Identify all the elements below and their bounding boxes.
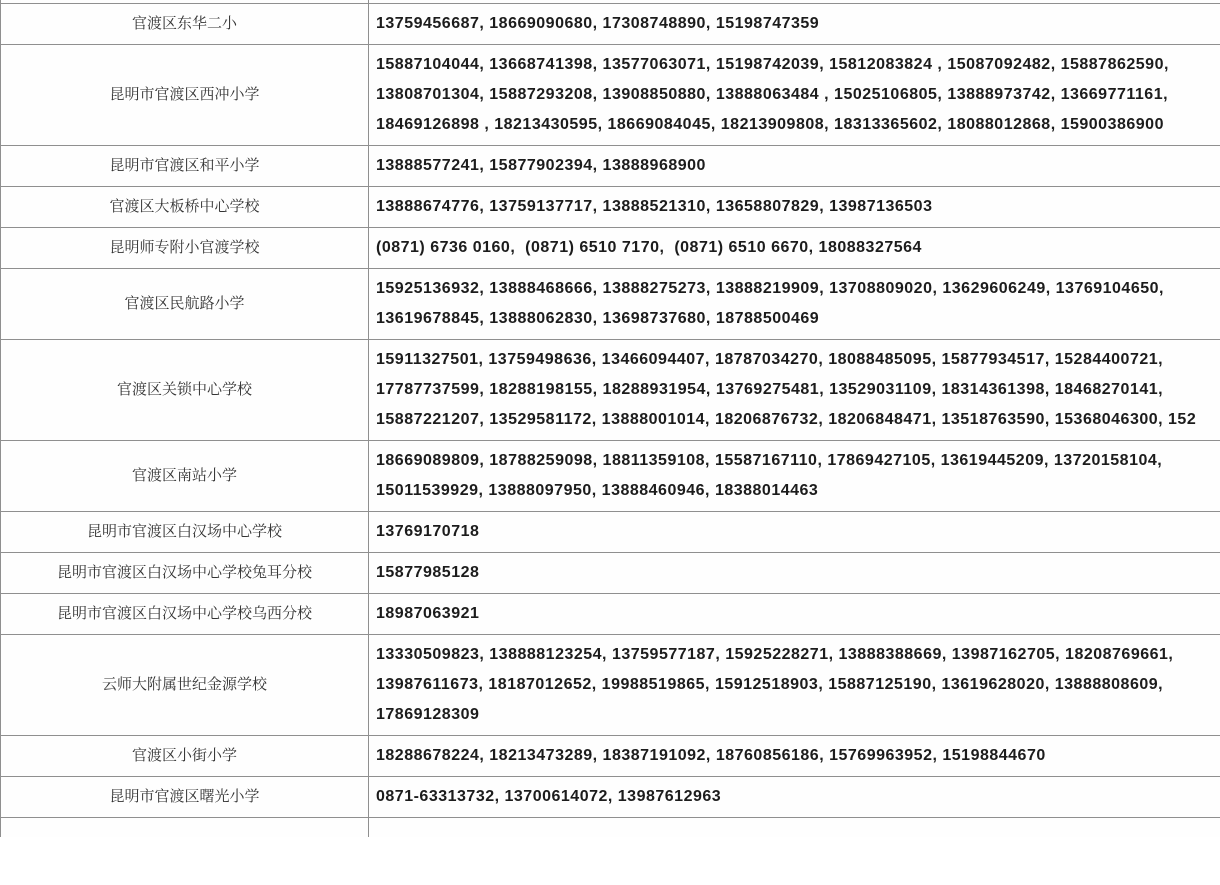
phone-numbers-cell: 15877985128 [369, 552, 1220, 593]
clipped-row-bottom [1, 817, 1220, 837]
table-row [1, 440, 1220, 511]
clipped-cell [1, 817, 369, 837]
phone-numbers-cell: 13888577241, 15877902394, 13888968900 [369, 145, 1220, 186]
school-name-cell: 昆明市官渡区白汉场中心学校 [1, 511, 369, 552]
table-row [1, 186, 1220, 227]
table-row [1, 552, 1220, 593]
phone-numbers-cell: 15911327501, 13759498636, 13466094407, 18787034270, 18088485095, 15877934517, 15284400721, 17787737599, 18288198155, 18288931954, 13769275481, 13529031109, 18314361398, 18468270141, 15887221207, 13529581172, 13888001014, 18206876732, 18206848471, 13518763590, 15368046300, 152 [369, 339, 1220, 440]
phone-numbers-cell: 15887104044, 13668741398, 13577063071, 15198742039, 15812083824 , 15087092482, 15887862590, 13808701304, 15887293208, 13908850880, 13888063484 , 15025106805, 13888973742, 13669771161, 18469126898 , 18213430595, 18669084045, 18213909808, 18313365602, 18088012868, 15900386900 [369, 44, 1220, 145]
school-name-cell: 昆明市官渡区白汉场中心学校兔耳分校 [1, 552, 369, 593]
phone-numbers-cell: 13888674776, 13759137717, 13888521310, 13658807829, 13987136503 [369, 186, 1220, 227]
school-name-cell: 昆明市官渡区曙光小学 [1, 776, 369, 817]
table-row [1, 3, 1220, 44]
table-row [1, 634, 1220, 735]
phone-numbers-cell: (0871) 6736 0160, (0871) 6510 7170, (0871) 6510 6670, 18088327564 [369, 227, 1220, 268]
table-row [1, 735, 1220, 776]
phone-numbers-cell: 18987063921 [369, 593, 1220, 634]
school-name-cell: 昆明市官渡区和平小学 [1, 145, 369, 186]
school-name-cell: 昆明市官渡区西冲小学 [1, 44, 369, 145]
table-row [1, 268, 1220, 339]
table-row [1, 593, 1220, 634]
table-row [1, 145, 1220, 186]
school-name-cell: 官渡区大板桥中心学校 [1, 186, 369, 227]
school-name-cell: 昆明师专附小官渡学校 [1, 227, 369, 268]
phone-numbers-cell: 18288678224, 18213473289, 18387191092, 18760856186, 15769963952, 15198844670 [369, 735, 1220, 776]
clipped-cell [369, 817, 1220, 837]
phone-numbers-cell: 15925136932, 13888468666, 13888275273, 13888219909, 13708809020, 13629606249, 13769104650, 13619678845, 13888062830, 13698737680, 18788500469 [369, 268, 1220, 339]
phone-numbers-cell: 0871-63313732, 13700614072, 13987612963 [369, 776, 1220, 817]
school-name-cell: 官渡区小街小学 [1, 735, 369, 776]
school-name-cell: 官渡区南站小学 [1, 440, 369, 511]
table-row [1, 511, 1220, 552]
school-name-cell: 昆明市官渡区白汉场中心学校乌西分校 [1, 593, 369, 634]
table-row [1, 44, 1220, 145]
phone-numbers-cell: 13769170718 [369, 511, 1220, 552]
school-name-cell: 官渡区民航路小学 [1, 268, 369, 339]
phone-numbers-cell: 13759456687, 18669090680, 17308748890, 15198747359 [369, 3, 1220, 44]
school-name-cell: 云师大附属世纪金源学校 [1, 634, 369, 735]
phone-numbers-cell: 13330509823, 138888123254, 13759577187, 15925228271, 13888388669, 13987162705, 18208769661, 13987611673, 18187012652, 19988519865, 15912518903, 15887125190, 13619628020, 13888808609, 17869128309 [369, 634, 1220, 735]
school-name-cell: 官渡区东华二小 [1, 3, 369, 44]
table-row [1, 227, 1220, 268]
phone-numbers-cell: 18669089809, 18788259098, 18811359108, 15587167110, 17869427105, 13619445209, 13720158104, 15011539929, 13888097950, 13888460946, 18388014463 [369, 440, 1220, 511]
table-row [1, 776, 1220, 817]
table-body [1, 0, 1220, 837]
table-row [1, 339, 1220, 440]
school-name-cell: 官渡区关锁中心学校 [1, 339, 369, 440]
